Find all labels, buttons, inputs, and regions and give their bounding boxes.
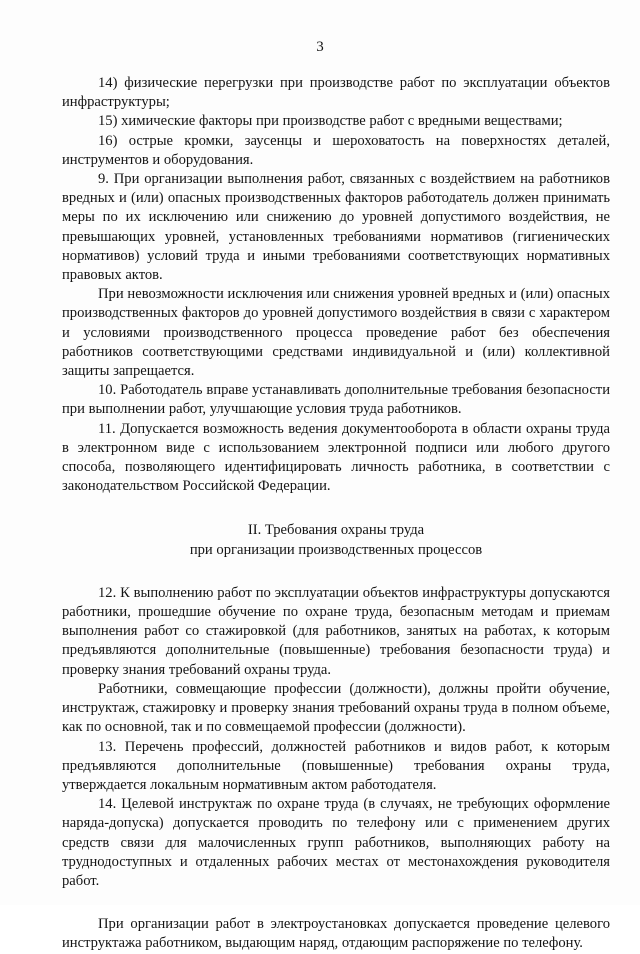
list-item-15: 15) химические факторы при производстве работ с вредными веществами;	[98, 113, 563, 130]
paragraph-9: 9. При организации выполнения работ, связанных с воздействием на работников вредных и (или) опасных производственных факторов работодатель должен принимать меры по их исключению или снижению до уровней допустимого воздействия, не превышающих уровней, установленных требованиями нормативов (гигиенических нормативов) условий труда и иными требованиями соответствующих нормативных правовых актов.	[62, 171, 610, 284]
document-body	[62, 74, 610, 954]
paragraph-9-continuation: При невозможности исключения или снижения уровней вредных и (или) опасных производственных факторов до уровней допустимого воздействия в связи с характером и условиями производственного процесса проведение работ без обеспечения работников соответствующими средствами индивидуальной и (или) коллективной защиты запрещается.	[62, 286, 610, 380]
section-heading-line-1: II. Требования охраны труда	[247, 522, 425, 539]
paragraph-12-continuation: Работники, совмещающие профессии (должности), должны пройти обучение, инструктаж, стажировку и проверку знания требований охраны труда в полном объеме, как по основной, так и по совмещаемой профессии (должности).	[62, 680, 610, 736]
section-heading-line-2: при организации производственных процессов	[189, 541, 483, 558]
section-body	[62, 584, 610, 891]
paragraph-11: 11. Допускается возможность ведения документооборота в области охраны труда в электронном виде с использованием электронной подписи или любого другого способа, позволяющего идентифицировать личность работника, в соответствии с законодательством Российской Федерации.	[62, 420, 610, 495]
closing-paragraph: При организации работ в электроустановках допускается проведение целевого инструктажа работником, выдающим наряд, отдающим распоряжение по телефону.	[62, 916, 610, 952]
section-heading	[62, 521, 610, 559]
page-number: 3	[316, 39, 324, 55]
paragraph-13: 13. Перечень профессий, должностей работников и видов работ, к которым предъявляются дополнительные (повышенные) требования охраны труда, утверждается локальным нормативным актом работодателя.	[62, 738, 610, 793]
list-item-14: 14) физические перегрузки при производстве работ по эксплуатации объектов инфраструктуры;	[62, 75, 610, 111]
list-item-16: 16) острые кромки, заусенцы и шероховатость на поверхностях деталей, инструментов и оборудования.	[62, 132, 610, 168]
paragraph-10: 10. Работодатель вправе устанавливать дополнительные требования безопасности при выполнении работ, улучшающие условия труда работников.	[62, 382, 610, 418]
paragraph-12: 12. К выполнению работ по эксплуатации объектов инфраструктуры допускаются работники, прошедшие обучение по охране труда, безопасным методам и приемам выполнения работ со стажировкой (для работников, занятых на работах, к которым предъявляются дополнительные (повышенные) требования безопасности труда) и проверку знания требований охраны труда.	[62, 584, 610, 678]
paragraph-14: 14. Целевой инструктаж по охране труда (в случаях, не требующих оформление наряда-допуска) допускается проводить по телефону или с применением других средств связи для малочисленных групп работников, выполняющих работу на труднодоступных и отдаленных рабочих местах от местонахождения руководителя работ.	[62, 796, 610, 889]
